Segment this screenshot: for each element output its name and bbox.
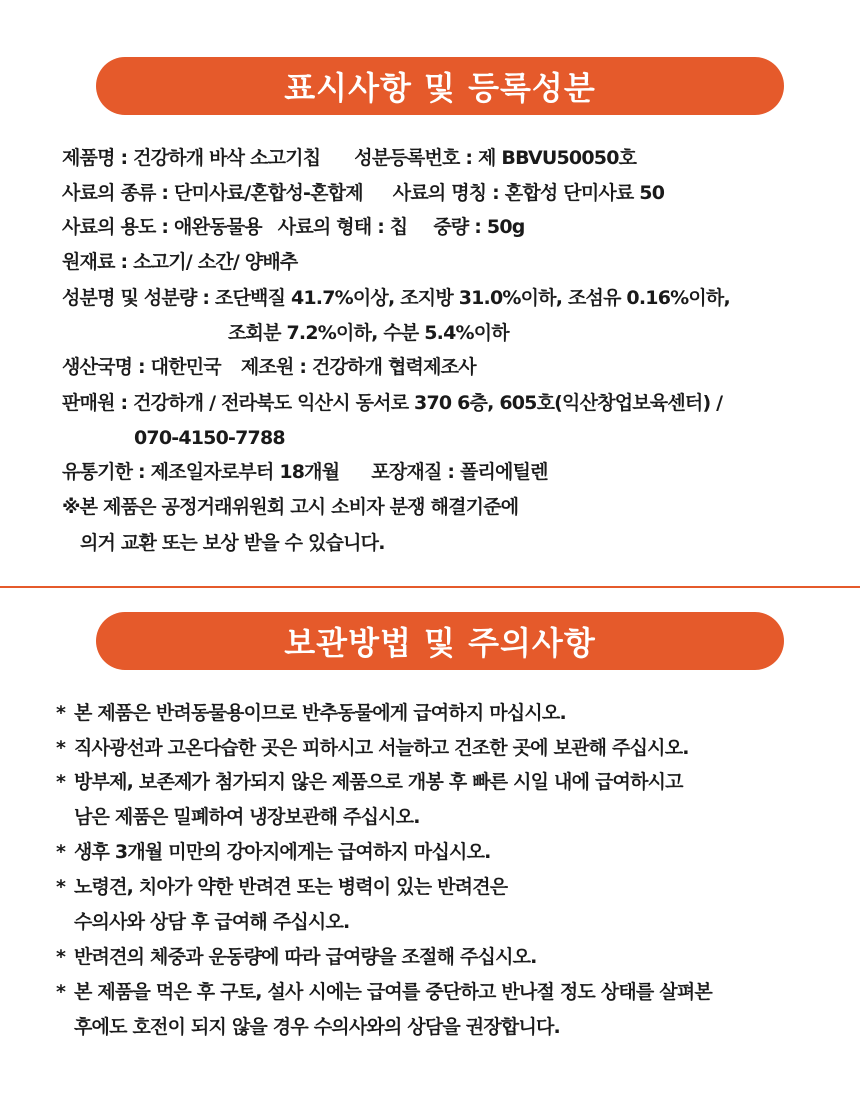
info-row-feed-use xyxy=(62,214,525,240)
feed-name: 사료의 명칭 : 혼합성 단미사료 50 xyxy=(392,182,665,204)
feed-form: 사료의 형태 : 칩 xyxy=(277,216,408,238)
bullet-mark: * xyxy=(56,737,66,759)
info-row-feed-type xyxy=(62,180,664,206)
registration-number: 성분등록번호 : 제 BBVU50050호 xyxy=(354,147,637,169)
ingredients: 원재료 : 소고기/ 소간/ 양배추 xyxy=(62,251,298,273)
caution-item: * 직사광선과 고온다습한 곳은 피하시고 서늘하고 건조한 곳에 보관해 주십시오. xyxy=(56,737,689,759)
feed-use: 사료의 용도 : 애완동물용 xyxy=(62,216,262,238)
feed-type: 사료의 종류 : 단미사료/혼합성-혼합제 xyxy=(62,182,363,204)
caution-item: * 방부제, 보존제가 첨가되지 않은 제품으로 개봉 후 빠른 시일 내에 급여하시고 xyxy=(56,771,683,793)
section-title-storage: 보관방법 및 주의사항 xyxy=(96,612,784,670)
section-title-labeling: 표시사항 및 등록성분 xyxy=(96,57,784,115)
bullet-mark: * xyxy=(56,946,66,968)
packaging: 포장재질 : 폴리에틸렌 xyxy=(371,461,548,483)
caution-item-continued: 후에도 호전이 되지 않을 경우 수의사와의 상담을 권장합니다. xyxy=(74,1016,560,1038)
caution-item: * 생후 3개월 미만의 강아지에게는 급여하지 마십시오. xyxy=(56,841,491,863)
caution-item: * 노령견, 치아가 약한 반려견 또는 병력이 있는 반려견은 xyxy=(56,876,508,898)
product-name: 제품명 : 건강하개 바삭 소고기칩 xyxy=(62,147,321,169)
expiry: 유통기한 : 제조일자로부터 18개월 xyxy=(62,461,340,483)
info-row-product xyxy=(62,145,636,171)
bullet-mark: * xyxy=(56,876,66,898)
info-row-origin xyxy=(62,354,476,380)
seller-phone: 070-4150-7788 xyxy=(134,427,285,449)
info-row-expiry xyxy=(62,459,548,485)
notice-line-1: ※본 제품은 공정거래위원회 고시 소비자 분쟁 해결기준에 xyxy=(62,496,519,518)
notice-line-2: 의거 교환 또는 보상 받을 수 있습니다. xyxy=(80,532,385,554)
section-divider xyxy=(0,586,860,588)
bullet-mark: * xyxy=(56,771,66,793)
bullet-mark: * xyxy=(56,702,66,724)
caution-item: * 반려견의 체중과 운동량에 따라 급여량을 조절해 주십시오. xyxy=(56,946,537,968)
caution-item-continued: 수의사와 상담 후 급여해 주십시오. xyxy=(74,911,350,933)
manufacturer: 제조원 : 건강하개 협력제조사 xyxy=(240,356,476,378)
composition-line-2: 조회분 7.2%이하, 수분 5.4%이하 xyxy=(228,322,509,344)
composition-line-1: 성분명 및 성분량 : 조단백질 41.7%이상, 조지방 31.0%이하, 조섬유 0.16%이하, xyxy=(62,287,730,309)
bullet-mark: * xyxy=(56,841,66,863)
origin-country: 생산국명 : 대한민국 xyxy=(62,356,221,378)
caution-item-continued: 남은 제품은 밀폐하여 냉장보관해 주십시오. xyxy=(74,806,420,828)
weight: 중량 : 50g xyxy=(433,216,525,238)
caution-item: * 본 제품은 반려동물용이므로 반추동물에게 급여하지 마십시오. xyxy=(56,702,566,724)
bullet-mark: * xyxy=(56,981,66,1003)
seller-line-1: 판매원 : 건강하개 / 전라북도 익산시 동서로 370 6층, 605호(익산창업보육센터) / xyxy=(62,392,723,414)
caution-item: * 본 제품을 먹은 후 구토, 설사 시에는 급여를 중단하고 반나절 정도 상태를 살펴본 xyxy=(56,981,712,1003)
